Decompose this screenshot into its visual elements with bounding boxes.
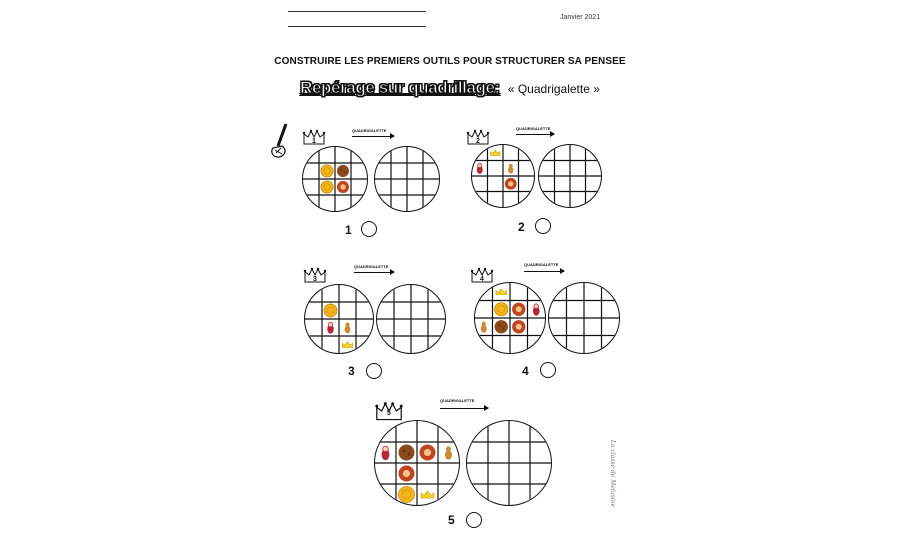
arrow-label: QUADRIGALETTE [354, 264, 389, 269]
galette-icon [324, 304, 337, 317]
name-line[interactable] [288, 11, 426, 12]
watermark: La classe de Mélusine [609, 440, 616, 508]
answer-grid[interactable] [538, 144, 602, 208]
answer-circle-icon[interactable] [466, 512, 482, 528]
figurine-icon [345, 323, 351, 334]
galette-icon [399, 487, 415, 503]
answer-circle-icon[interactable] [361, 221, 377, 237]
model-grid [374, 420, 460, 506]
sweet-icon [512, 320, 525, 333]
crown-number: 1 [312, 138, 316, 145]
crown-number: 5 [387, 410, 391, 417]
crown-icon [421, 491, 434, 498]
galette-icon [321, 181, 333, 193]
model-grid [304, 284, 374, 354]
exercise-number: 5 [448, 513, 455, 527]
crown-icon [491, 150, 500, 155]
figurine-icon [508, 164, 513, 174]
page-subtitle [0, 78, 900, 98]
answer-grid[interactable] [466, 420, 552, 506]
crown-number: 2 [476, 138, 480, 145]
sweet-icon [420, 445, 436, 461]
model-grid [471, 144, 535, 208]
subtitle-main: Repérage sur quadrillage: [300, 78, 500, 97]
page-title: CONSTRUIRE LES PREMIERS OUTILS POUR STRUCTURER SA PENSEE [274, 56, 626, 67]
name-line-2[interactable] [288, 26, 426, 27]
doll-icon [327, 322, 333, 333]
arrow-label: QUADRIGALETTE [524, 262, 559, 267]
crown-icon [342, 342, 352, 348]
answer-circle-icon[interactable] [366, 363, 382, 379]
sweet-icon [337, 181, 349, 193]
sweet-icon [512, 303, 525, 316]
figurine-icon [445, 446, 452, 459]
galette-icon [495, 303, 508, 316]
arrow-right-icon [440, 408, 488, 409]
crown-icon [496, 289, 507, 295]
exercise-number: 2 [518, 220, 525, 234]
arrow-label: QUADRIGALETTE [352, 128, 387, 133]
answer-circle-icon[interactable] [540, 362, 556, 378]
arrow-right-icon [352, 136, 394, 137]
arrow-right-icon [516, 134, 554, 135]
arrow-label: QUADRIGALETTE [516, 126, 551, 131]
arrow-right-icon [354, 272, 394, 273]
exercise-number: 4 [522, 364, 529, 378]
answer-circle-icon[interactable] [535, 218, 551, 234]
arrow-right-icon [524, 271, 564, 272]
sweet-icon [399, 466, 415, 482]
crown-number: 4 [480, 276, 484, 283]
exercise-number: 3 [348, 364, 355, 378]
model-grid [474, 282, 546, 354]
cookie-icon [337, 165, 349, 177]
model-grid [302, 146, 368, 212]
pencil-hand-icon [268, 122, 294, 165]
date-label: Janvier 2021 [560, 14, 601, 21]
arrow-label: QUADRIGALETTE [440, 398, 475, 403]
doll-icon [382, 446, 390, 460]
sweet-icon [505, 178, 517, 190]
galette-icon [321, 165, 333, 177]
figurine-icon [481, 322, 487, 333]
cookie-icon [495, 320, 508, 333]
answer-grid[interactable] [376, 284, 446, 354]
answer-grid[interactable] [374, 146, 440, 212]
answer-grid[interactable] [548, 282, 620, 354]
doll-icon [477, 164, 483, 174]
subtitle-alt: « Quadrigalette » [507, 82, 600, 96]
exercise-number: 1 [345, 223, 352, 237]
cookie-icon [399, 445, 415, 461]
crown-number: 3 [313, 276, 317, 283]
doll-icon [533, 304, 540, 316]
